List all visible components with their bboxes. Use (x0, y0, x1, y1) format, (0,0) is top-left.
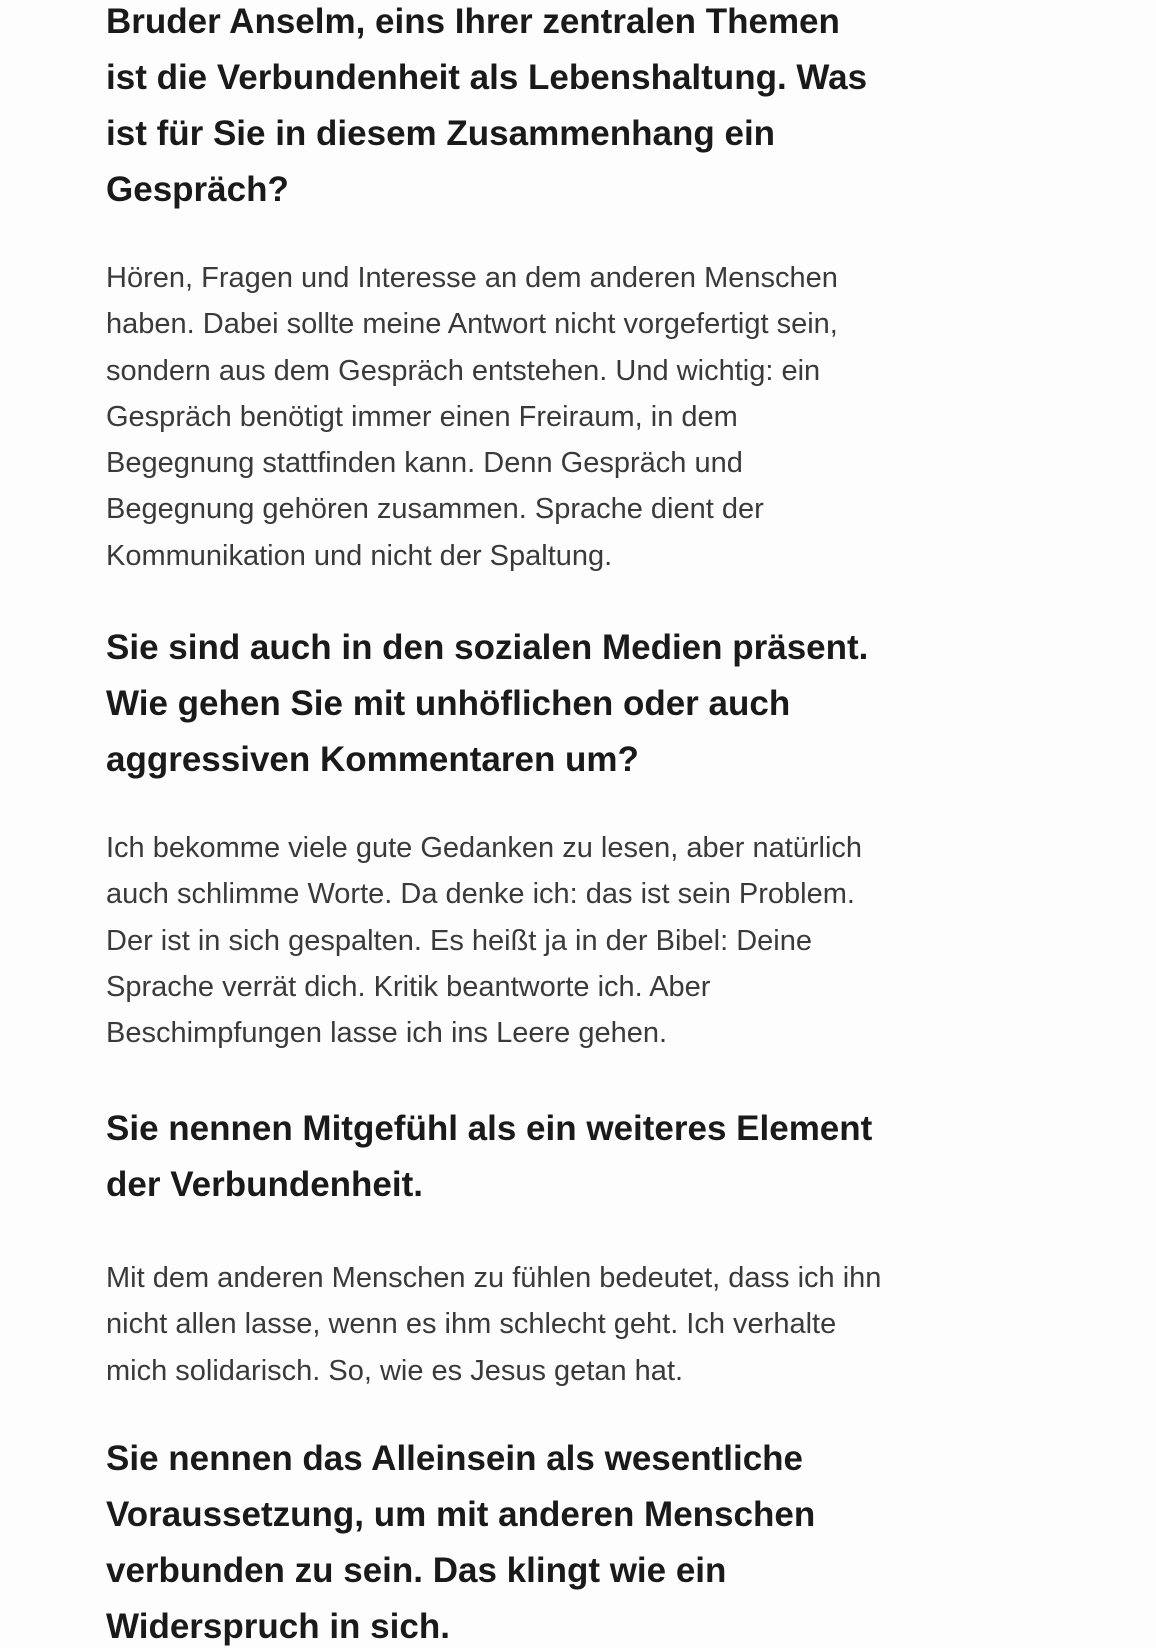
answer-line: Ich bekomme viele gute Gedanken zu lesen, aber natürlich (106, 832, 863, 864)
question-line: Sie nennen Mitgefühl als ein weiteres Element (106, 1109, 873, 1148)
question-line: Gespräch? (106, 170, 289, 209)
answer-line: Beschimpfungen lasse ich ins Leere gehen. (106, 1017, 668, 1050)
question-line: ist die Verbundenheit als Lebenshaltung. Was (106, 58, 868, 97)
question-line: ist für Sie in diesem Zusammenhang ein (106, 114, 776, 153)
answer-line: nicht allen lasse, wenn es ihm schlecht geht. Ich verhalte (106, 1308, 837, 1341)
answer-3 (106, 1255, 1066, 1394)
answer-line: Sprache verrät dich. Kritik beantworte ich. Aber (106, 970, 711, 1003)
question-2 (106, 620, 1066, 788)
question-4 (106, 1431, 1066, 1648)
answer-1 (106, 255, 1066, 579)
question-3 (106, 1101, 1066, 1213)
answer-line: sondern aus dem Gespräch entstehen. Und wichtig: ein (106, 354, 821, 387)
question-1 (106, 0, 1066, 218)
question-line: Wie gehen Sie mit unhöflichen oder auch (106, 684, 791, 723)
answer-line: Hören, Fragen und Interesse an dem anderen Menschen (106, 262, 838, 294)
answer-line: Begegnung stattfinden kann. Denn Gespräch und (106, 447, 743, 480)
answer-line: mich solidarisch. So, wie es Jesus getan hat. (106, 1354, 684, 1387)
answer-line: Gespräch benötigt immer einen Freiraum, in dem (106, 400, 738, 433)
question-line: der Verbundenheit. (106, 1165, 423, 1204)
question-line: Widerspruch in sich. (106, 1607, 450, 1646)
question-line: aggressiven Kommentaren um? (106, 740, 639, 779)
answer-line: Mit dem anderen Menschen zu fühlen bedeutet, dass ich ihn (106, 1262, 882, 1294)
answer-line: Kommunikation und nicht der Spaltung. (106, 539, 613, 572)
question-line: Voraussetzung, um mit anderen Menschen (106, 1495, 816, 1534)
answer-line: Der ist in sich gespalten. Es heißt ja in der Bibel: Deine (106, 924, 813, 957)
question-line: Sie sind auch in den sozialen Medien präsent. (106, 628, 869, 667)
answer-2 (106, 825, 1066, 1056)
question-line: Sie nennen das Alleinsein als wesentliche (106, 1439, 804, 1478)
question-line: verbunden zu sein. Das klingt wie ein (106, 1551, 727, 1590)
answer-line: haben. Dabei sollte meine Antwort nicht vorgefertigt sein, (106, 308, 838, 341)
question-line: Bruder Anselm, eins Ihrer zentralen Themen (106, 2, 840, 41)
answer-line: Begegnung gehören zusammen. Sprache dient der (106, 493, 764, 526)
answer-line: auch schlimme Worte. Da denke ich: das ist sein Problem. (106, 878, 855, 911)
